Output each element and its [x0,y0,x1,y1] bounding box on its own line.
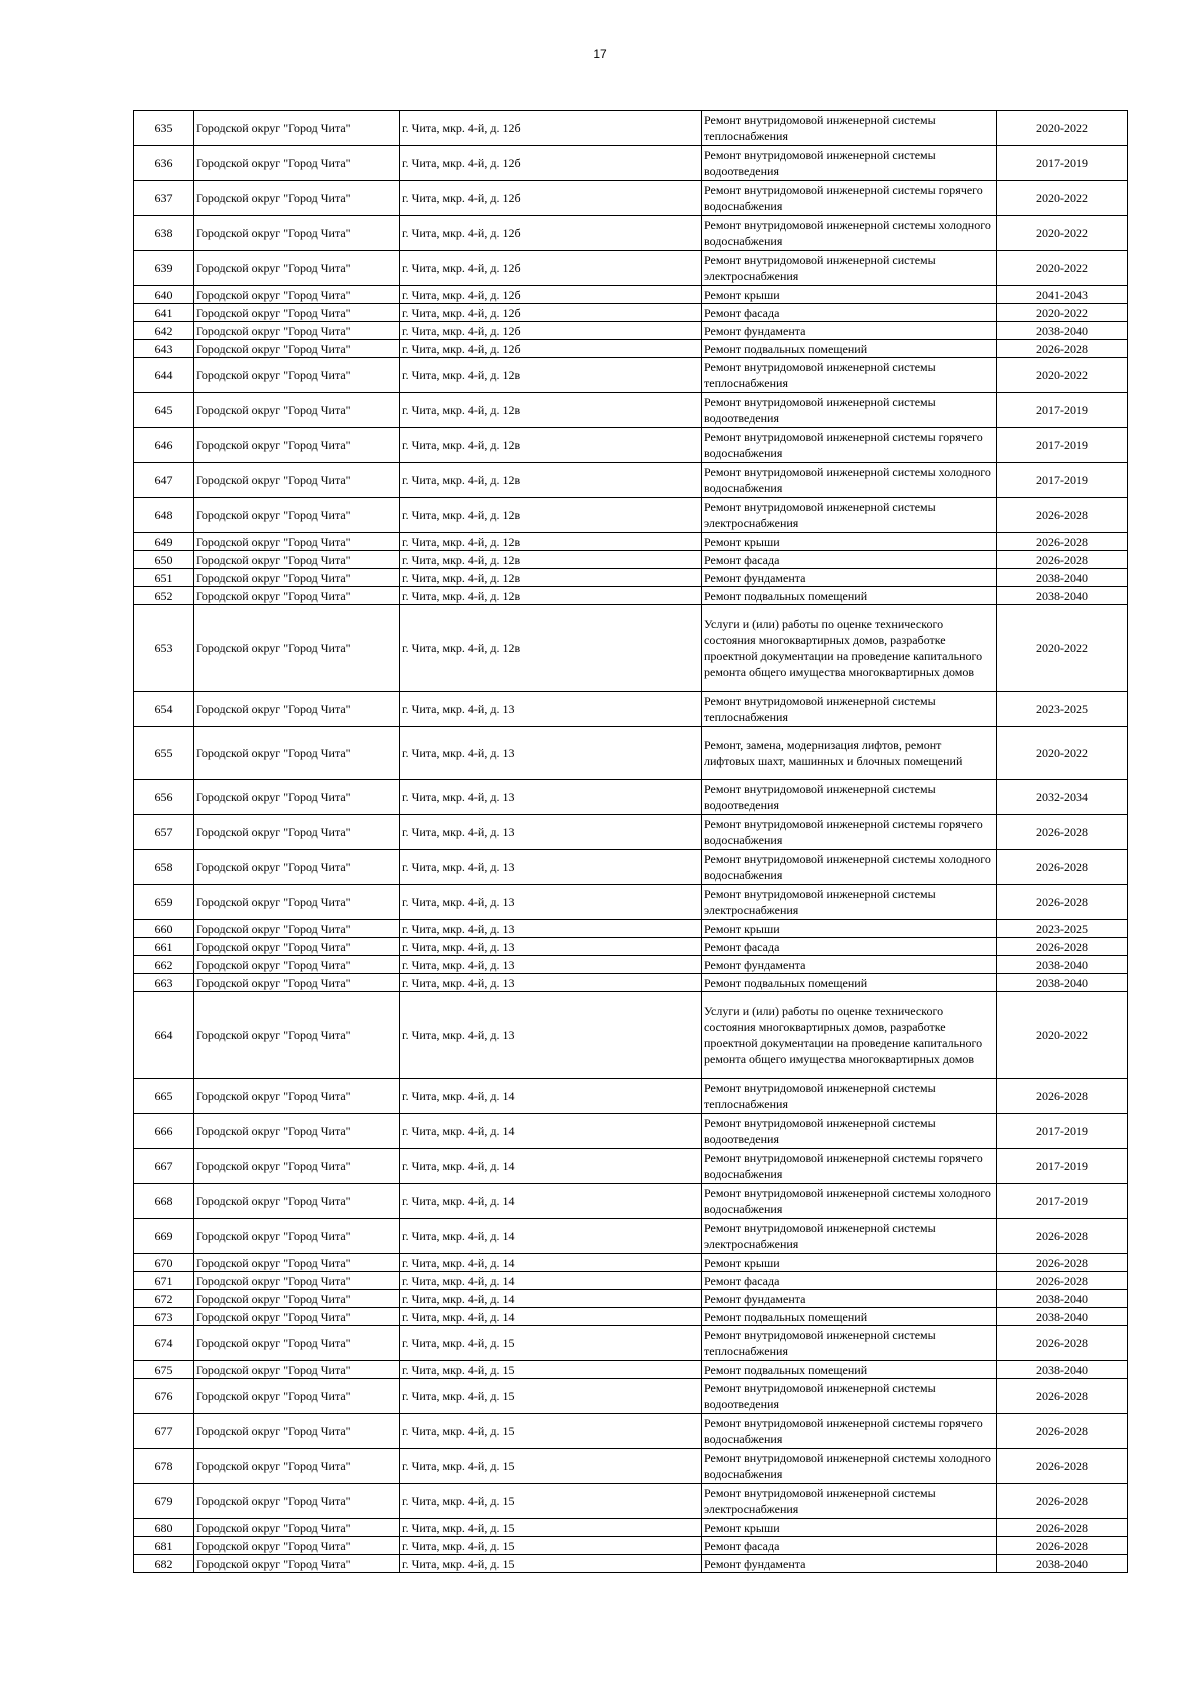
address-cell: г. Чита, мкр. 4-й, д. 15 [400,1484,702,1519]
row-number: 654 [134,692,194,727]
work-type-cell: Ремонт внутридомовой инженерной системы холодного водоснабжения [702,216,997,251]
table-row [134,1414,1128,1449]
address-cell: г. Чита, мкр. 4-й, д. 13 [400,727,702,780]
work-type-cell: Ремонт подвальных помещений [702,1361,997,1379]
table-row [134,304,1128,322]
municipality-cell: Городской округ "Город Чита" [194,1484,400,1519]
address-cell: г. Чита, мкр. 4-й, д. 13 [400,780,702,815]
address-cell: г. Чита, мкр. 4-й, д. 12в [400,428,702,463]
municipality-cell: Городской округ "Город Чита" [194,780,400,815]
work-type-cell: Ремонт внутридомовой инженерной системы горячего водоснабжения [702,1149,997,1184]
work-type-cell: Ремонт фундамента [702,1555,997,1573]
work-type-cell: Ремонт подвальных помещений [702,1308,997,1326]
address-cell: г. Чита, мкр. 4-й, д. 14 [400,1079,702,1114]
municipality-cell: Городской округ "Город Чита" [194,498,400,533]
period-cell: 2017-2019 [997,463,1128,498]
period-cell: 2026-2028 [997,533,1128,551]
address-cell: г. Чита, мкр. 4-й, д. 13 [400,920,702,938]
municipality-cell: Городской округ "Город Чита" [194,251,400,286]
work-type-cell: Ремонт внутридомовой инженерной системы горячего водоснабжения [702,428,997,463]
row-number: 645 [134,393,194,428]
row-number: 652 [134,587,194,605]
period-cell: 2026-2028 [997,815,1128,850]
row-number: 672 [134,1290,194,1308]
table-row [134,181,1128,216]
row-number: 639 [134,251,194,286]
table-row [134,1184,1128,1219]
work-type-cell: Ремонт подвальных помещений [702,974,997,992]
period-cell: 2020-2022 [997,111,1128,146]
period-cell: 2020-2022 [997,251,1128,286]
table-row [134,1219,1128,1254]
period-cell: 2026-2028 [997,1326,1128,1361]
period-cell: 2038-2040 [997,322,1128,340]
work-type-cell: Ремонт фундамента [702,956,997,974]
address-cell: г. Чита, мкр. 4-й, д. 12в [400,533,702,551]
work-type-cell: Ремонт внутридомовой инженерной системы горячего водоснабжения [702,815,997,850]
table-row [134,1326,1128,1361]
municipality-cell: Городской округ "Город Чита" [194,533,400,551]
municipality-cell: Городской округ "Город Чита" [194,216,400,251]
work-type-cell: Ремонт внутридомовой инженерной системы электроснабжения [702,251,997,286]
row-number: 656 [134,780,194,815]
address-cell: г. Чита, мкр. 4-й, д. 14 [400,1219,702,1254]
row-number: 649 [134,533,194,551]
work-type-cell: Ремонт внутридомовой инженерной системы электроснабжения [702,1219,997,1254]
address-cell: г. Чита, мкр. 4-й, д. 13 [400,850,702,885]
row-number: 648 [134,498,194,533]
municipality-cell: Городской округ "Город Чита" [194,974,400,992]
row-number: 635 [134,111,194,146]
table-row [134,340,1128,358]
municipality-cell: Городской округ "Город Чита" [194,1519,400,1537]
municipality-cell: Городской округ "Город Чита" [194,885,400,920]
work-type-cell: Ремонт внутридомовой инженерной системы электроснабжения [702,1484,997,1519]
municipality-cell: Городской округ "Город Чита" [194,815,400,850]
row-number: 668 [134,1184,194,1219]
address-cell: г. Чита, мкр. 4-й, д. 13 [400,974,702,992]
period-cell: 2038-2040 [997,974,1128,992]
row-number: 671 [134,1272,194,1290]
address-cell: г. Чита, мкр. 4-й, д. 15 [400,1449,702,1484]
row-number: 644 [134,358,194,393]
table-row [134,1079,1128,1114]
work-type-cell: Ремонт внутридомовой инженерной системы водоотведения [702,1114,997,1149]
table-row [134,498,1128,533]
period-cell: 2038-2040 [997,1308,1128,1326]
period-cell: 2038-2040 [997,1290,1128,1308]
address-cell: г. Чита, мкр. 4-й, д. 13 [400,956,702,974]
period-cell: 2026-2028 [997,1219,1128,1254]
municipality-cell: Городской округ "Город Чита" [194,1184,400,1219]
municipality-cell: Городской округ "Город Чита" [194,850,400,885]
row-number: 669 [134,1219,194,1254]
table-row [134,569,1128,587]
table-row [134,1272,1128,1290]
row-number: 681 [134,1537,194,1555]
period-cell: 2026-2028 [997,1414,1128,1449]
period-cell: 2026-2028 [997,1379,1128,1414]
table-row [134,322,1128,340]
period-cell: 2020-2022 [997,358,1128,393]
period-cell: 2017-2019 [997,146,1128,181]
table-row [134,605,1128,692]
work-type-cell: Ремонт крыши [702,920,997,938]
municipality-cell: Городской округ "Город Чита" [194,1537,400,1555]
municipality-cell: Городской округ "Город Чита" [194,146,400,181]
address-cell: г. Чита, мкр. 4-й, д. 12б [400,146,702,181]
work-type-cell: Ремонт, замена, модернизация лифтов, ремонт лифтовых шахт, машинных и блочных помещений [702,727,997,780]
row-number: 661 [134,938,194,956]
work-type-cell: Ремонт внутридомовой инженерной системы водоотведения [702,393,997,428]
work-type-cell: Ремонт внутридомовой инженерной системы холодного водоснабжения [702,1449,997,1484]
period-cell: 2026-2028 [997,938,1128,956]
period-cell: 2026-2028 [997,885,1128,920]
table-row [134,533,1128,551]
address-cell: г. Чита, мкр. 4-й, д. 12в [400,587,702,605]
period-cell: 2026-2028 [997,1519,1128,1537]
row-number: 670 [134,1254,194,1272]
municipality-cell: Городской округ "Город Чита" [194,111,400,146]
table-row [134,727,1128,780]
address-cell: г. Чита, мкр. 4-й, д. 15 [400,1361,702,1379]
period-cell: 2038-2040 [997,569,1128,587]
table-row [134,1519,1128,1537]
municipality-cell: Городской округ "Город Чита" [194,569,400,587]
row-number: 657 [134,815,194,850]
address-cell: г. Чита, мкр. 4-й, д. 15 [400,1379,702,1414]
address-cell: г. Чита, мкр. 4-й, д. 14 [400,1149,702,1184]
address-cell: г. Чита, мкр. 4-й, д. 14 [400,1290,702,1308]
municipality-cell: Городской округ "Город Чита" [194,1272,400,1290]
table-row [134,780,1128,815]
row-number: 665 [134,1079,194,1114]
table-row [134,885,1128,920]
municipality-cell: Городской округ "Город Чита" [194,938,400,956]
period-cell: 2038-2040 [997,1555,1128,1573]
row-number: 680 [134,1519,194,1537]
table-row [134,1149,1128,1184]
work-type-cell: Ремонт внутридомовой инженерной системы электроснабжения [702,885,997,920]
row-number: 663 [134,974,194,992]
table-row [134,974,1128,992]
table-row [134,216,1128,251]
table-row [134,393,1128,428]
municipality-cell: Городской округ "Город Чита" [194,181,400,216]
address-cell: г. Чита, мкр. 4-й, д. 15 [400,1519,702,1537]
row-number: 655 [134,727,194,780]
work-type-cell: Ремонт внутридомовой инженерной системы теплоснабжения [702,111,997,146]
table-row [134,463,1128,498]
municipality-cell: Городской округ "Город Чита" [194,727,400,780]
row-number: 664 [134,992,194,1079]
address-cell: г. Чита, мкр. 4-й, д. 12в [400,498,702,533]
table-row [134,587,1128,605]
row-number: 675 [134,1361,194,1379]
work-type-cell: Услуги и (или) работы по оценке технического состояния многоквартирных домов, разработке проектной документации на проведение капитального ремонта общего имущества многоквартирных домов [702,605,997,692]
repair-schedule-table [133,110,1128,1573]
period-cell: 2038-2040 [997,587,1128,605]
table-row [134,1290,1128,1308]
work-type-cell: Ремонт фасада [702,304,997,322]
work-type-cell: Ремонт фасада [702,1272,997,1290]
work-type-cell: Ремонт внутридомовой инженерной системы водоотведения [702,146,997,181]
work-type-cell: Ремонт фундамента [702,1290,997,1308]
address-cell: г. Чита, мкр. 4-й, д. 12б [400,251,702,286]
work-type-cell: Ремонт фундамента [702,569,997,587]
work-type-cell: Ремонт внутридомовой инженерной системы горячего водоснабжения [702,181,997,216]
row-number: 651 [134,569,194,587]
period-cell: 2020-2022 [997,181,1128,216]
municipality-cell: Городской округ "Город Чита" [194,1079,400,1114]
row-number: 677 [134,1414,194,1449]
work-type-cell: Ремонт внутридомовой инженерной системы теплоснабжения [702,1079,997,1114]
municipality-cell: Городской округ "Город Чита" [194,304,400,322]
table-row [134,251,1128,286]
row-number: 640 [134,286,194,304]
municipality-cell: Городской округ "Город Чита" [194,393,400,428]
municipality-cell: Городской округ "Город Чита" [194,1114,400,1149]
table-row [134,992,1128,1079]
period-cell: 2026-2028 [997,1537,1128,1555]
row-number: 679 [134,1484,194,1519]
address-cell: г. Чита, мкр. 4-й, д. 13 [400,992,702,1079]
work-type-cell: Ремонт внутридомовой инженерной системы горячего водоснабжения [702,1414,997,1449]
table-row [134,1361,1128,1379]
municipality-cell: Городской округ "Город Чита" [194,1219,400,1254]
municipality-cell: Городской округ "Город Чита" [194,1149,400,1184]
period-cell: 2026-2028 [997,1449,1128,1484]
address-cell: г. Чита, мкр. 4-й, д. 12в [400,358,702,393]
municipality-cell: Городской округ "Город Чита" [194,1290,400,1308]
period-cell: 2017-2019 [997,1114,1128,1149]
period-cell: 2026-2028 [997,1272,1128,1290]
table-row [134,1537,1128,1555]
work-type-cell: Ремонт фундамента [702,322,997,340]
municipality-cell: Городской округ "Город Чита" [194,428,400,463]
work-type-cell: Ремонт крыши [702,533,997,551]
table-row [134,1555,1128,1573]
table-row [134,692,1128,727]
municipality-cell: Городской округ "Город Чита" [194,1555,400,1573]
row-number: 662 [134,956,194,974]
municipality-cell: Городской округ "Город Чита" [194,1379,400,1414]
row-number: 637 [134,181,194,216]
row-number: 641 [134,304,194,322]
work-type-cell: Ремонт внутридомовой инженерной системы теплоснабжения [702,692,997,727]
row-number: 673 [134,1308,194,1326]
municipality-cell: Городской округ "Город Чита" [194,1414,400,1449]
table-row [134,428,1128,463]
period-cell: 2017-2019 [997,393,1128,428]
municipality-cell: Городской округ "Город Чита" [194,605,400,692]
table-row [134,551,1128,569]
work-type-cell: Ремонт крыши [702,286,997,304]
row-number: 638 [134,216,194,251]
address-cell: г. Чита, мкр. 4-й, д. 15 [400,1537,702,1555]
row-number: 682 [134,1555,194,1573]
address-cell: г. Чита, мкр. 4-й, д. 14 [400,1184,702,1219]
work-type-cell: Ремонт внутридомовой инженерной системы холодного водоснабжения [702,850,997,885]
address-cell: г. Чита, мкр. 4-й, д. 12б [400,181,702,216]
address-cell: г. Чита, мкр. 4-й, д. 15 [400,1326,702,1361]
municipality-cell: Городской округ "Город Чита" [194,1361,400,1379]
period-cell: 2017-2019 [997,1184,1128,1219]
work-type-cell: Услуги и (или) работы по оценке технического состояния многоквартирных домов, разработке проектной документации на проведение капитального ремонта общего имущества многоквартирных домов [702,992,997,1079]
row-number: 650 [134,551,194,569]
work-type-cell: Ремонт внутридомовой инженерной системы холодного водоснабжения [702,463,997,498]
period-cell: 2020-2022 [997,216,1128,251]
address-cell: г. Чита, мкр. 4-й, д. 12в [400,551,702,569]
municipality-cell: Городской округ "Город Чита" [194,1449,400,1484]
period-cell: 2017-2019 [997,428,1128,463]
municipality-cell: Городской округ "Город Чита" [194,286,400,304]
table-row [134,1308,1128,1326]
row-number: 642 [134,322,194,340]
row-number: 678 [134,1449,194,1484]
table-row [134,1379,1128,1414]
address-cell: г. Чита, мкр. 4-й, д. 12б [400,111,702,146]
work-type-cell: Ремонт фасада [702,551,997,569]
period-cell: 2038-2040 [997,956,1128,974]
municipality-cell: Городской округ "Город Чита" [194,1326,400,1361]
address-cell: г. Чита, мкр. 4-й, д. 14 [400,1254,702,1272]
work-type-cell: Ремонт фасада [702,938,997,956]
address-cell: г. Чита, мкр. 4-й, д. 13 [400,815,702,850]
table-row [134,146,1128,181]
address-cell: г. Чита, мкр. 4-й, д. 15 [400,1555,702,1573]
address-cell: г. Чита, мкр. 4-й, д. 14 [400,1272,702,1290]
municipality-cell: Городской округ "Город Чита" [194,956,400,974]
period-cell: 2023-2025 [997,920,1128,938]
row-number: 667 [134,1149,194,1184]
row-number: 659 [134,885,194,920]
address-cell: г. Чита, мкр. 4-й, д. 12б [400,304,702,322]
address-cell: г. Чита, мкр. 4-й, д. 15 [400,1414,702,1449]
table-row [134,111,1128,146]
table-row [134,1484,1128,1519]
row-number: 636 [134,146,194,181]
municipality-cell: Городской округ "Город Чита" [194,322,400,340]
period-cell: 2026-2028 [997,1254,1128,1272]
period-cell: 2020-2022 [997,992,1128,1079]
table-row [134,815,1128,850]
address-cell: г. Чита, мкр. 4-й, д. 14 [400,1308,702,1326]
row-number: 666 [134,1114,194,1149]
address-cell: г. Чита, мкр. 4-й, д. 14 [400,1114,702,1149]
work-type-cell: Ремонт внутридомовой инженерной системы холодного водоснабжения [702,1184,997,1219]
period-cell: 2017-2019 [997,1149,1128,1184]
address-cell: г. Чита, мкр. 4-й, д. 13 [400,885,702,920]
work-type-cell: Ремонт внутридомовой инженерной системы теплоснабжения [702,1326,997,1361]
table-body [134,111,1128,1573]
municipality-cell: Городской округ "Город Чита" [194,551,400,569]
work-type-cell: Ремонт внутридомовой инженерной системы электроснабжения [702,498,997,533]
municipality-cell: Городской округ "Город Чита" [194,358,400,393]
work-type-cell: Ремонт подвальных помещений [702,587,997,605]
address-cell: г. Чита, мкр. 4-й, д. 12в [400,569,702,587]
municipality-cell: Городской округ "Город Чита" [194,463,400,498]
period-cell: 2026-2028 [997,1484,1128,1519]
table-row [134,920,1128,938]
row-number: 643 [134,340,194,358]
period-cell: 2026-2028 [997,551,1128,569]
work-type-cell: Ремонт внутридомовой инженерной системы водоотведения [702,780,997,815]
period-cell: 2020-2022 [997,304,1128,322]
work-type-cell: Ремонт крыши [702,1519,997,1537]
address-cell: г. Чита, мкр. 4-й, д. 12в [400,393,702,428]
period-cell: 2038-2040 [997,1361,1128,1379]
address-cell: г. Чита, мкр. 4-й, д. 12в [400,463,702,498]
address-cell: г. Чита, мкр. 4-й, д. 12б [400,286,702,304]
municipality-cell: Городской округ "Город Чита" [194,920,400,938]
municipality-cell: Городской округ "Город Чита" [194,992,400,1079]
period-cell: 2026-2028 [997,498,1128,533]
municipality-cell: Городской округ "Город Чита" [194,692,400,727]
page-number: 17 [593,47,607,61]
work-type-cell: Ремонт крыши [702,1254,997,1272]
row-number: 674 [134,1326,194,1361]
work-type-cell: Ремонт внутридомовой инженерной системы теплоснабжения [702,358,997,393]
address-cell: г. Чита, мкр. 4-й, д. 12б [400,216,702,251]
period-cell: 2032-2034 [997,780,1128,815]
table-row [134,358,1128,393]
table-row [134,1449,1128,1484]
work-type-cell: Ремонт подвальных помещений [702,340,997,358]
work-type-cell: Ремонт внутридомовой инженерной системы водоотведения [702,1379,997,1414]
municipality-cell: Городской округ "Город Чита" [194,1308,400,1326]
address-cell: г. Чита, мкр. 4-й, д. 13 [400,692,702,727]
row-number: 658 [134,850,194,885]
table-row [134,286,1128,304]
address-cell: г. Чита, мкр. 4-й, д. 12в [400,605,702,692]
work-type-cell: Ремонт фасада [702,1537,997,1555]
period-cell: 2026-2028 [997,1079,1128,1114]
municipality-cell: Городской округ "Город Чита" [194,340,400,358]
row-number: 676 [134,1379,194,1414]
period-cell: 2026-2028 [997,340,1128,358]
table-row [134,938,1128,956]
municipality-cell: Городской округ "Город Чита" [194,587,400,605]
municipality-cell: Городской округ "Город Чита" [194,1254,400,1272]
row-number: 660 [134,920,194,938]
row-number: 647 [134,463,194,498]
table-row [134,850,1128,885]
address-cell: г. Чита, мкр. 4-й, д. 13 [400,938,702,956]
period-cell: 2020-2022 [997,727,1128,780]
period-cell: 2023-2025 [997,692,1128,727]
period-cell: 2041-2043 [997,286,1128,304]
table-row [134,1114,1128,1149]
address-cell: г. Чита, мкр. 4-й, д. 12б [400,340,702,358]
table-row [134,956,1128,974]
period-cell: 2020-2022 [997,605,1128,692]
period-cell: 2026-2028 [997,850,1128,885]
row-number: 653 [134,605,194,692]
row-number: 646 [134,428,194,463]
table-row [134,1254,1128,1272]
address-cell: г. Чита, мкр. 4-й, д. 12б [400,322,702,340]
